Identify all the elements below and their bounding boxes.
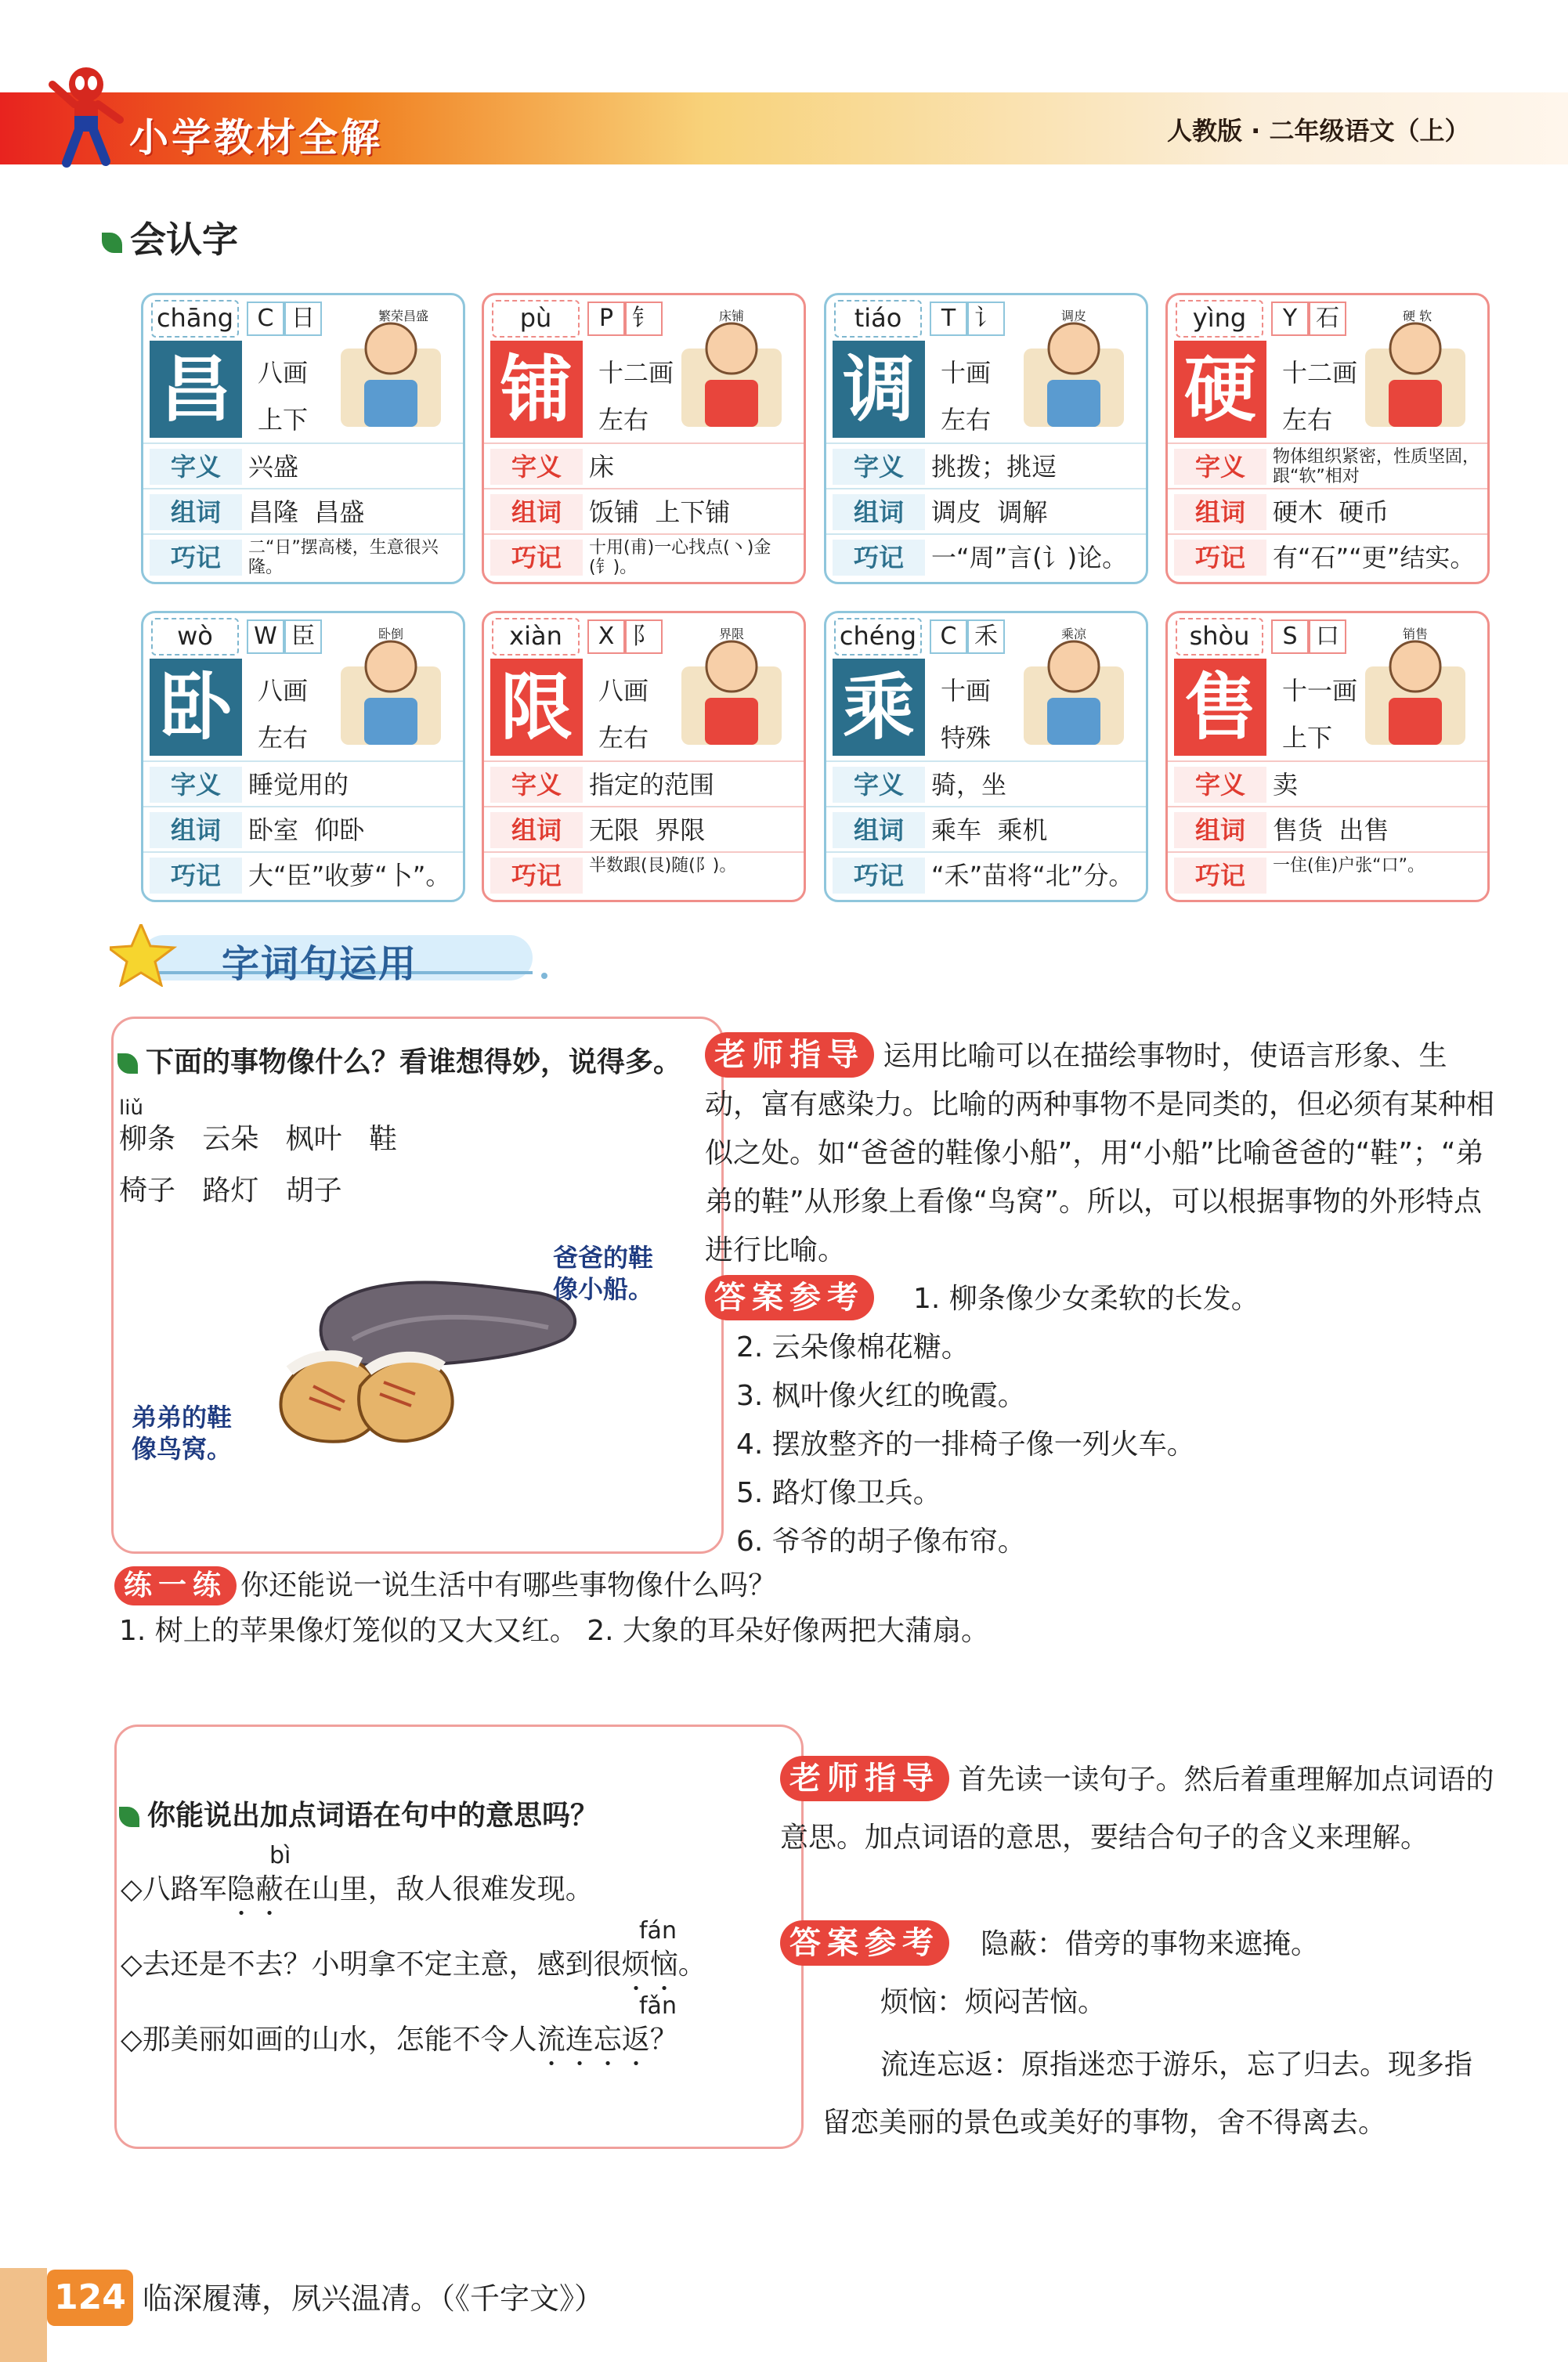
card-words: 乘车 乘机	[931, 815, 1048, 845]
card-tip: 一“周”言(讠)论。	[931, 543, 1128, 572]
card-meaning: 床	[589, 452, 615, 482]
card-words: 硬木 硬币	[1273, 497, 1389, 527]
practice-badge: 练一练	[114, 1566, 237, 1605]
shoes-illustration	[235, 1253, 595, 1465]
label-meaning: 字义	[833, 449, 925, 485]
caption-brother-shoe: 弟弟的鞋像鸟窝。	[132, 1403, 233, 1464]
card-initial: T	[930, 302, 967, 336]
card-strokes: 八画	[258, 358, 309, 388]
answer2-badge-wrap	[780, 1920, 949, 1966]
card-tip-row	[143, 533, 463, 580]
label-words: 组词	[833, 812, 925, 848]
card-tip-row	[826, 851, 1146, 898]
card-radical: 石	[1309, 302, 1346, 336]
card-words: 饭铺 上下铺	[589, 497, 731, 527]
label-meaning: 字义	[490, 767, 583, 803]
card-radical: 臣	[284, 619, 322, 654]
answer1-item-3: 3. 枫叶像火红的晚霞。	[736, 1380, 1026, 1412]
card-strokes: 十二画	[1282, 358, 1358, 388]
question1-title	[117, 1040, 681, 1080]
card-words-row	[826, 488, 1146, 535]
card-pic-caption: 销售	[1403, 627, 1429, 641]
card-tip: 一住(隹)户张“口”。	[1273, 856, 1425, 876]
sentence-3-post: ？	[649, 2024, 678, 2056]
label-tip: 巧记	[490, 540, 583, 576]
card-words: 昌隆 昌盛	[248, 497, 365, 527]
teacher-guide-badge: 老师指导	[780, 1756, 949, 1801]
leaf-icon	[102, 233, 122, 253]
sentence-1-pre: ◇八路军	[121, 1873, 227, 1905]
card-meaning: 睡觉用的	[248, 770, 349, 800]
card-radical: 日	[284, 302, 322, 336]
guide2-block	[780, 1751, 1501, 1867]
card-words: 卧室 仰卧	[248, 815, 365, 845]
items-line-1: 柳条 云朵 枫叶 鞋	[119, 1123, 397, 1155]
card-pinyin: xiàn	[492, 618, 580, 656]
card-meaning: 兴盛	[248, 452, 299, 482]
card-character: 乘	[833, 659, 925, 756]
card-tip-row	[484, 533, 804, 580]
answer1-item-6: 6. 爷爷的胡子像布帘。	[736, 1526, 1026, 1558]
spiderman-mascot-icon	[43, 61, 129, 171]
label-tip: 巧记	[833, 540, 925, 576]
answer1-item-5: 5. 路灯像卫兵。	[736, 1477, 941, 1509]
label-words: 组词	[490, 494, 583, 530]
label-meaning: 字义	[490, 449, 583, 485]
card-radical: 讠	[967, 302, 1005, 336]
char-card-硬	[1165, 293, 1490, 584]
card-initial: S	[1271, 619, 1309, 654]
card-words-row	[1168, 806, 1487, 853]
card-strokes: 八画	[258, 676, 309, 706]
card-pinyin: tiáo	[834, 300, 922, 338]
card-meaning: 物体组织紧密，性质坚固，跟“软”相对	[1273, 447, 1480, 486]
answer-badge: 答案参考	[780, 1920, 949, 1966]
sentence-1-dotted: 隐蔽	[226, 1873, 284, 1905]
card-character: 硬	[1174, 341, 1266, 438]
card-pic-caption: 床铺	[719, 309, 745, 323]
card-pic-caption: 硬 软	[1403, 309, 1433, 323]
card-pic-caption: 调皮	[1061, 309, 1087, 323]
label-words: 组词	[490, 812, 583, 848]
label-tip: 巧记	[490, 858, 583, 894]
practice-row	[114, 1562, 776, 1610]
items-line-2: 椅子 路灯 胡子	[119, 1175, 342, 1207]
card-tip: 十用(甫)一心找点(丶)金(钅)。	[589, 538, 771, 577]
card-pinyin: shòu	[1176, 618, 1263, 656]
card-structure: 左右	[941, 405, 992, 435]
pinyin-fan: fán	[639, 1917, 677, 1945]
char-card-限	[482, 611, 806, 902]
sentence-3-dotted: 流连忘返	[537, 2024, 650, 2056]
answer2-item-1: 隐蔽：借旁的事物来遮掩。	[981, 1928, 1320, 1960]
card-strokes: 八画	[598, 676, 649, 706]
label-words: 组词	[150, 812, 242, 848]
card-meaning: 挑拨；挑逗	[931, 452, 1057, 482]
card-pinyin: yìng	[1176, 300, 1263, 338]
card-radical: 阝	[625, 619, 663, 654]
card-tip-row	[1168, 851, 1487, 898]
label-tip: 巧记	[150, 540, 242, 576]
question1-title-text: 下面的事物像什么？看谁想得妙，说得多。	[146, 1046, 682, 1078]
card-character: 昌	[150, 341, 242, 438]
teacher-guide-badge: 老师指导	[705, 1032, 874, 1078]
card-pic-caption: 繁荣昌盛	[378, 309, 429, 323]
label-tip: 巧记	[1174, 858, 1266, 894]
char-card-昌	[141, 293, 465, 584]
card-radical: 钅	[625, 302, 663, 336]
card-character: 铺	[490, 341, 583, 438]
card-words: 售货 出售	[1273, 815, 1389, 845]
question2-title-text: 你能说出加点词语在句中的意思吗？	[147, 1800, 599, 1832]
card-meaning: 骑，坐	[931, 770, 1007, 800]
caption-dad-shoe: 爸爸的鞋像小船。	[553, 1243, 654, 1304]
card-structure: 左右	[1282, 405, 1333, 435]
card-meaning-row	[1168, 760, 1487, 807]
card-strokes: 十画	[941, 358, 992, 388]
question2-box	[114, 1725, 804, 2149]
label-meaning: 字义	[833, 767, 925, 803]
card-tip-row	[484, 851, 804, 898]
card-tip: 有“石”“更”结实。	[1273, 543, 1476, 572]
card-tip: “禾”苗将“北”分。	[931, 861, 1134, 890]
leaf-icon	[117, 1053, 138, 1074]
label-tip: 巧记	[1174, 540, 1266, 576]
section-title-text: 会认字	[130, 219, 238, 261]
section-title-use: 字词句运用	[222, 942, 418, 986]
practice-question: 你还能说一说生活中有哪些事物像什么吗？	[240, 1569, 777, 1602]
answer1-badge-wrap	[705, 1275, 874, 1320]
label-tip: 巧记	[150, 858, 242, 894]
card-structure: 特殊	[941, 723, 992, 753]
guide1-text: 运用比喻可以在描绘事物时，使语言形象、生动，富有感染力。比喻的两种事物不是同类的，但必须有某种相似之处。如“爸爸的鞋像小船”，用“小船”比喻爸爸的“鞋”；“弟弟的鞋”从形象上看像“鸟窝”。所以，可以根据事物的外形特点进行比喻。	[705, 1040, 1495, 1266]
sentence-1-post: 在山里，敌人很难发现。	[283, 1873, 594, 1905]
answer1-item-1: 1. 柳条像少女柔软的长发。	[913, 1283, 1259, 1315]
card-pic-caption: 卧倒	[378, 627, 404, 641]
card-words: 无限 界限	[589, 815, 706, 845]
card-character: 卧	[150, 659, 242, 756]
card-tip: 大“臣”收萝“卜”。	[248, 861, 451, 890]
card-meaning-row	[826, 442, 1146, 489]
sentence-2-dotted: 烦恼	[621, 1948, 678, 1981]
card-character: 售	[1174, 659, 1266, 756]
answer2-item-2: 烦恼：烦闷苦恼。	[880, 1986, 1107, 2018]
answer1-item-4: 4. 摆放整齐的一排椅子像一列火车。	[736, 1428, 1195, 1461]
card-words-row	[826, 806, 1146, 853]
guide2-text: 首先读一读句子。然后着重理解加点词语的意思。加点词语的意思，要结合句子的含义来理解。	[780, 1764, 1494, 1854]
card-meaning: 指定的范围	[589, 770, 715, 800]
card-meaning-row	[826, 760, 1146, 807]
card-meaning-row	[484, 442, 804, 489]
label-words: 组词	[833, 494, 925, 530]
answer2-item-3: 流连忘返：原指迷恋于游乐，忘了归去。现多指留恋美丽的景色或美好的事物，舍不得离去。	[822, 2049, 1473, 2139]
header-edition: 人教版 · 二年级语文（上）	[1167, 116, 1470, 146]
header-title: 小学教材全解	[129, 115, 383, 161]
card-character: 限	[490, 659, 583, 756]
sentence-3-pre: ◇那美丽如画的山水，怎能不令人	[121, 2024, 537, 2056]
page-number: 124	[47, 2270, 133, 2326]
card-pic-caption: 乘凉	[1061, 627, 1087, 641]
card-pic-caption: 界限	[719, 627, 745, 641]
char-card-乘	[824, 611, 1148, 902]
card-initial: Y	[1271, 302, 1309, 336]
label-meaning: 字义	[150, 767, 242, 803]
card-pinyin: chéng	[834, 618, 922, 656]
card-initial: C	[930, 619, 967, 654]
pinyin-bi: bì	[269, 1842, 291, 1869]
card-structure: 左右	[258, 723, 309, 753]
card-tip-row	[143, 851, 463, 898]
sentence-1	[121, 1865, 594, 1922]
sentence-3	[121, 2016, 678, 2072]
card-words-row	[484, 488, 804, 535]
card-words-row	[143, 488, 463, 535]
card-words-row	[1168, 488, 1487, 535]
card-structure: 左右	[598, 405, 649, 435]
card-initial: X	[587, 619, 625, 654]
card-initial: W	[247, 619, 284, 654]
card-radical: 禾	[967, 619, 1005, 654]
pinyin-fan2: fǎn	[639, 1992, 677, 2020]
footer-quote: 临深履薄，夙兴温凊。（《千字文》）	[143, 2281, 605, 2316]
practice-answer: 1. 树上的苹果像灯笼似的又大又红。 2. 大象的耳朵好像两把大蒲扇。	[119, 1615, 990, 1647]
card-meaning-row	[484, 760, 804, 807]
card-tip-row	[1168, 533, 1487, 580]
card-tip-row	[826, 533, 1146, 580]
card-words-row	[143, 806, 463, 853]
card-pinyin: chāng	[151, 300, 239, 338]
card-initial: P	[587, 302, 625, 336]
card-radical: 口	[1309, 619, 1346, 654]
char-card-调	[824, 293, 1148, 584]
char-card-铺	[482, 293, 806, 584]
char-card-卧	[141, 611, 465, 902]
card-meaning-row	[1168, 442, 1487, 489]
card-pinyin: pù	[492, 300, 580, 338]
card-initial: C	[247, 302, 284, 336]
answer-badge: 答案参考	[705, 1275, 874, 1320]
card-strokes: 十画	[941, 676, 992, 706]
card-structure: 上下	[258, 405, 309, 435]
label-meaning: 字义	[150, 449, 242, 485]
label-words: 组词	[150, 494, 242, 530]
card-tip: 半数跟(艮)随(阝)。	[589, 856, 737, 876]
pinyin-liu: liǔ	[119, 1096, 143, 1120]
sentence-2-post: 。	[677, 1948, 706, 1981]
card-words-row	[484, 806, 804, 853]
card-strokes: 十一画	[1282, 676, 1358, 706]
card-tip: 二“日”摆高楼，生意很兴隆。	[248, 538, 439, 577]
card-structure: 左右	[598, 723, 649, 753]
card-meaning-row	[143, 442, 463, 489]
card-meaning: 卖	[1273, 770, 1299, 800]
sentence-2-pre: ◇去还是不去？小明拿不定主意，感到很	[121, 1948, 622, 1981]
card-strokes: 十二画	[598, 358, 674, 388]
question2-title	[119, 1793, 598, 1833]
label-meaning: 字义	[1174, 767, 1266, 803]
guide1-block	[705, 1032, 1496, 1275]
label-words: 组词	[1174, 494, 1266, 530]
card-structure: 上下	[1282, 723, 1333, 753]
sentence-2	[121, 1941, 706, 1997]
label-words: 组词	[1174, 812, 1266, 848]
card-character: 调	[833, 341, 925, 438]
answer1-item-2: 2. 云朵像棉花糖。	[736, 1331, 970, 1363]
char-card-售	[1165, 611, 1490, 902]
label-meaning: 字义	[1174, 449, 1266, 485]
card-words: 调皮 调解	[931, 497, 1048, 527]
card-meaning-row	[143, 760, 463, 807]
leaf-icon	[119, 1807, 139, 1827]
section-title-recognize	[102, 211, 238, 263]
card-pinyin: wò	[151, 618, 239, 656]
label-tip: 巧记	[833, 858, 925, 894]
footer-band	[0, 2268, 47, 2362]
